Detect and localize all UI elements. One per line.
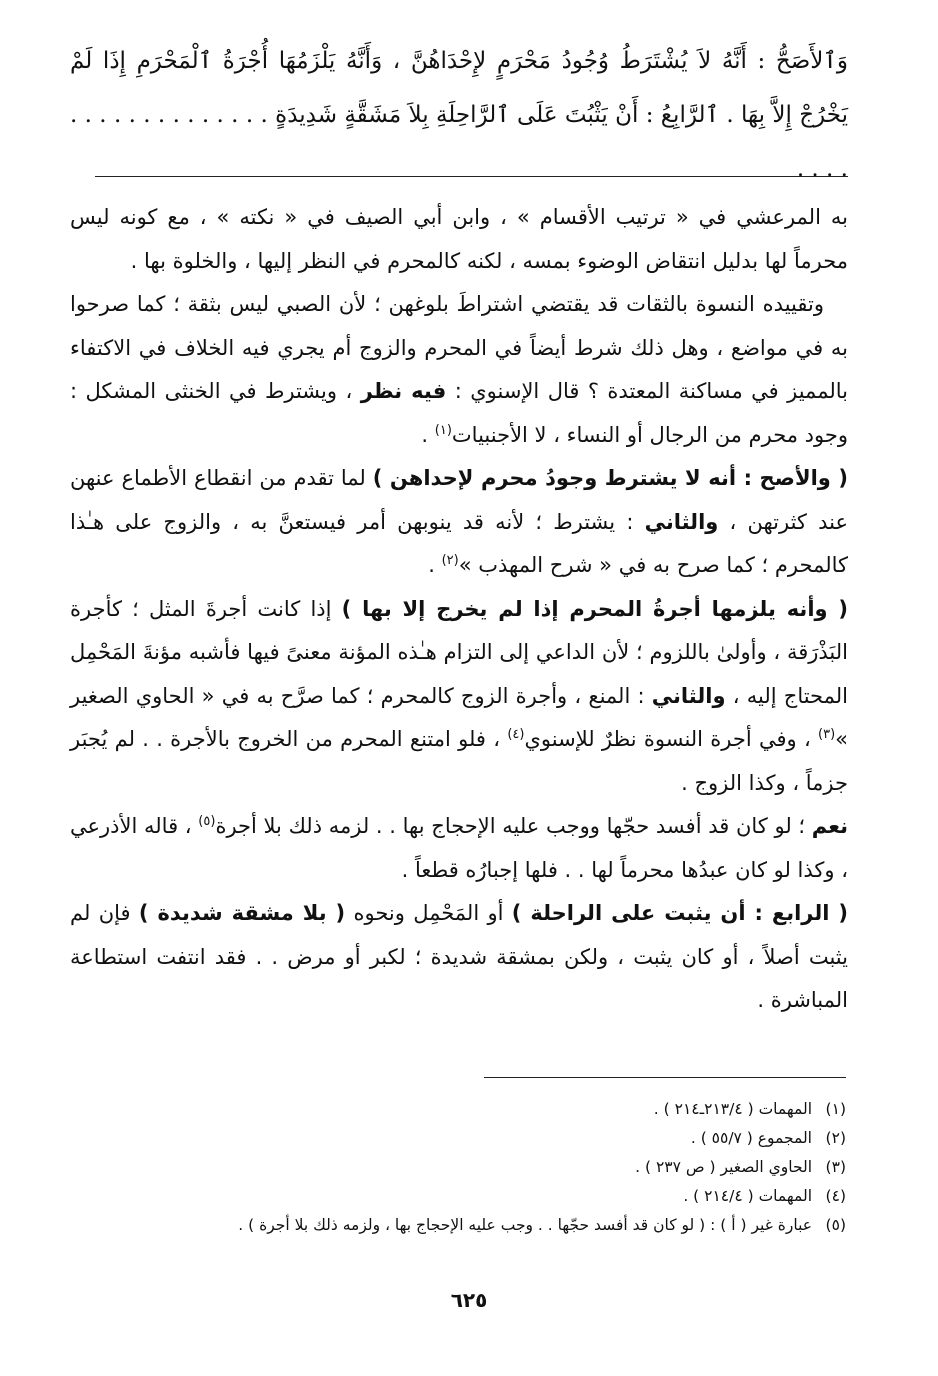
footnote-divider bbox=[484, 1077, 846, 1078]
commentary bbox=[70, 196, 848, 1023]
footnote-number: (٢) bbox=[825, 1129, 846, 1147]
paragraph-text: : يشترط ؛ لأنه قد ينوبهن أمر فيستعنَّ به ، والزوج على هـٰذا كالمحرم ؛ كما صرح به في « شرح المهذب » bbox=[70, 509, 848, 577]
paragraph-text: ، وفي أجرة النسوة نظرٌ للإسنوي bbox=[524, 727, 811, 751]
footnote bbox=[70, 1211, 846, 1240]
paragraph-text: ؛ لو كان قد أفسد حجّها ووجب عليه الإحجاج بها . . لزمه ذلك بلا أجرة bbox=[215, 814, 806, 838]
paragraph-text: ، فلو امتنع المحرم من الخروج بالأجرة . . لم يُجبَر جزماً ، وكذا الزوج . bbox=[70, 727, 848, 795]
bold-phrase: والثاني bbox=[651, 683, 726, 708]
paragraph-text: . bbox=[428, 553, 435, 577]
footnote-text: الحاوي الصغير ( ص ٢٣٧ ) . bbox=[635, 1158, 812, 1176]
commentary-paragraph bbox=[70, 196, 848, 283]
footnote-ref[interactable]: (٣) bbox=[818, 727, 836, 742]
footnote-number: (١) bbox=[825, 1100, 846, 1118]
footnote-ref[interactable]: (١) bbox=[434, 422, 452, 438]
paragraph-text: : المنع ، وأجرة الزوج كالمحرم ؛ كما صرَّح به في « الحاوي الصغير » bbox=[70, 683, 849, 751]
footnote bbox=[70, 1095, 846, 1124]
quoted-matn: ( بلا مشقة شديدة ) bbox=[138, 901, 346, 925]
commentary-paragraph bbox=[70, 805, 848, 892]
quoted-matn: ( والأصح : أنه لا يشترط وجودُ محرم لإحداهن ) bbox=[372, 466, 848, 490]
page-number: ٦٢٥ bbox=[450, 1288, 488, 1312]
main-text-divider bbox=[95, 176, 848, 177]
footnote bbox=[70, 1182, 846, 1211]
footnote-ref[interactable]: (٤) bbox=[507, 727, 525, 742]
paragraph-text: وتقييده النسوة بالثقات قد يقتضي اشتراطَ بلوغهن ؛ لأن الصبي ليس بثقة ؛ كما صرحوا به في مواضع ، وهل ذلك شرط أيضاً في المحرم والزوج أم يجري فيه الخلاف في الاكتفاء بالمميز في مساكنة المعتدة ؟ قال الإسنوي : bbox=[70, 292, 848, 403]
footnote bbox=[70, 1124, 846, 1153]
footnote-ref[interactable]: (٢) bbox=[441, 553, 459, 568]
paragraph-text: ، قاله الأذرعي ، وكذا لو كان عبدُها محرماً لها . . فلها إجبارُه قطعاً . bbox=[70, 814, 848, 882]
main-text-content: وَٱلأَصَحُّ : أَنَّهُ لاَ يُشْتَرَطُ وُجُودُ مَحْرَمٍ لإِحْدَاهُنَّ ، وَأَنَّهُ يَلْزَمُهَا أُجْرَةُ ٱلْمَحْرَمِ إِذَا لَمْ يَخْرُجْ إِلاَّ بِهَا . ٱلرَّابِعُ : أَنْ يَثْبُتَ عَلَى ٱلرَّاحِلَةِ بِلاَ مَشَقَّةٍ شَدِيدَةٍ . . . . . . . . . . . . . . . . . . bbox=[70, 48, 848, 182]
footnote-text: المجموع ( ٥٥/٧ ) . bbox=[690, 1129, 812, 1147]
paragraph-text: إذا كانت أجرةَ المثل ؛ كأجرة البَذْرَقة ، وأولىٰ باللزوم ؛ لأن الداعي إلى التزام هـٰذه المؤنة معنىً فيها فأشبه مؤنةَ المَحْمِل المحتاج إليه ، bbox=[70, 596, 848, 708]
quoted-matn: ( الرابع : أن يثبت على الراحلة ) bbox=[511, 901, 848, 925]
footnote bbox=[70, 1153, 846, 1182]
quoted-matn: ( وأنه يلزمها أجرةُ المحرم إذا لم يخرج إلا بها ) bbox=[341, 596, 848, 621]
commentary-paragraph bbox=[70, 588, 848, 806]
paragraph-text: أو المَحْمِل ونحوه bbox=[353, 901, 504, 925]
commentary-paragraph bbox=[70, 892, 848, 1023]
commentary-paragraph bbox=[70, 283, 848, 457]
footnotes bbox=[70, 1095, 846, 1240]
bold-phrase: نعم bbox=[811, 814, 849, 838]
bold-phrase: فيه نظر bbox=[360, 379, 447, 403]
paragraph-text: فإن لم يثبت أصلاً ، أو كان يثبت ، ولكن بمشقة شديدة ؛ لكبر أو مرض . . فقد انتفت استطاعة المباشرة . bbox=[70, 901, 848, 1012]
main-text bbox=[70, 34, 848, 196]
footnote-ref[interactable]: (٥) bbox=[198, 814, 216, 829]
paragraph-text: . bbox=[421, 422, 429, 447]
footnote-text: المهمات ( ٢١٤/٤ ) . bbox=[683, 1187, 812, 1205]
footnote-number: (٥) bbox=[825, 1216, 846, 1234]
footnote-number: (٣) bbox=[825, 1158, 846, 1176]
footnote-text: عبارة غير ( أ ) : ( لو كان قد أفسد حجّها . . وجب عليه الإحجاج بها ، ولزمه ذلك بلا أجرة ) . bbox=[238, 1216, 812, 1234]
footnote-number: (٤) bbox=[825, 1187, 846, 1205]
commentary-paragraph bbox=[70, 457, 848, 588]
footnote-text: المهمات ( ٢١٣/٤ـ٢١٤ ) . bbox=[653, 1100, 812, 1118]
paragraph-text: ، ويشترط في الخنثى المشكل : وجود محرم من الرجال أو النساء ، لا الأجنبيات bbox=[70, 379, 848, 447]
paragraph-text: به المرعشي في « ترتيب الأقسام » ، وابن أبي الصيف في « نكته » ، مع كونه ليس محرماً لها بدليل انتقاض الوضوء بمسه ، لكنه كالمحرم في النظر إليها ، والخلوة بها . bbox=[70, 205, 848, 273]
bold-phrase: والثاني bbox=[644, 509, 719, 534]
paragraph-text: لما تقدم من انقطاع الأطماع عنهن عند كثرتهن ، bbox=[70, 466, 848, 534]
